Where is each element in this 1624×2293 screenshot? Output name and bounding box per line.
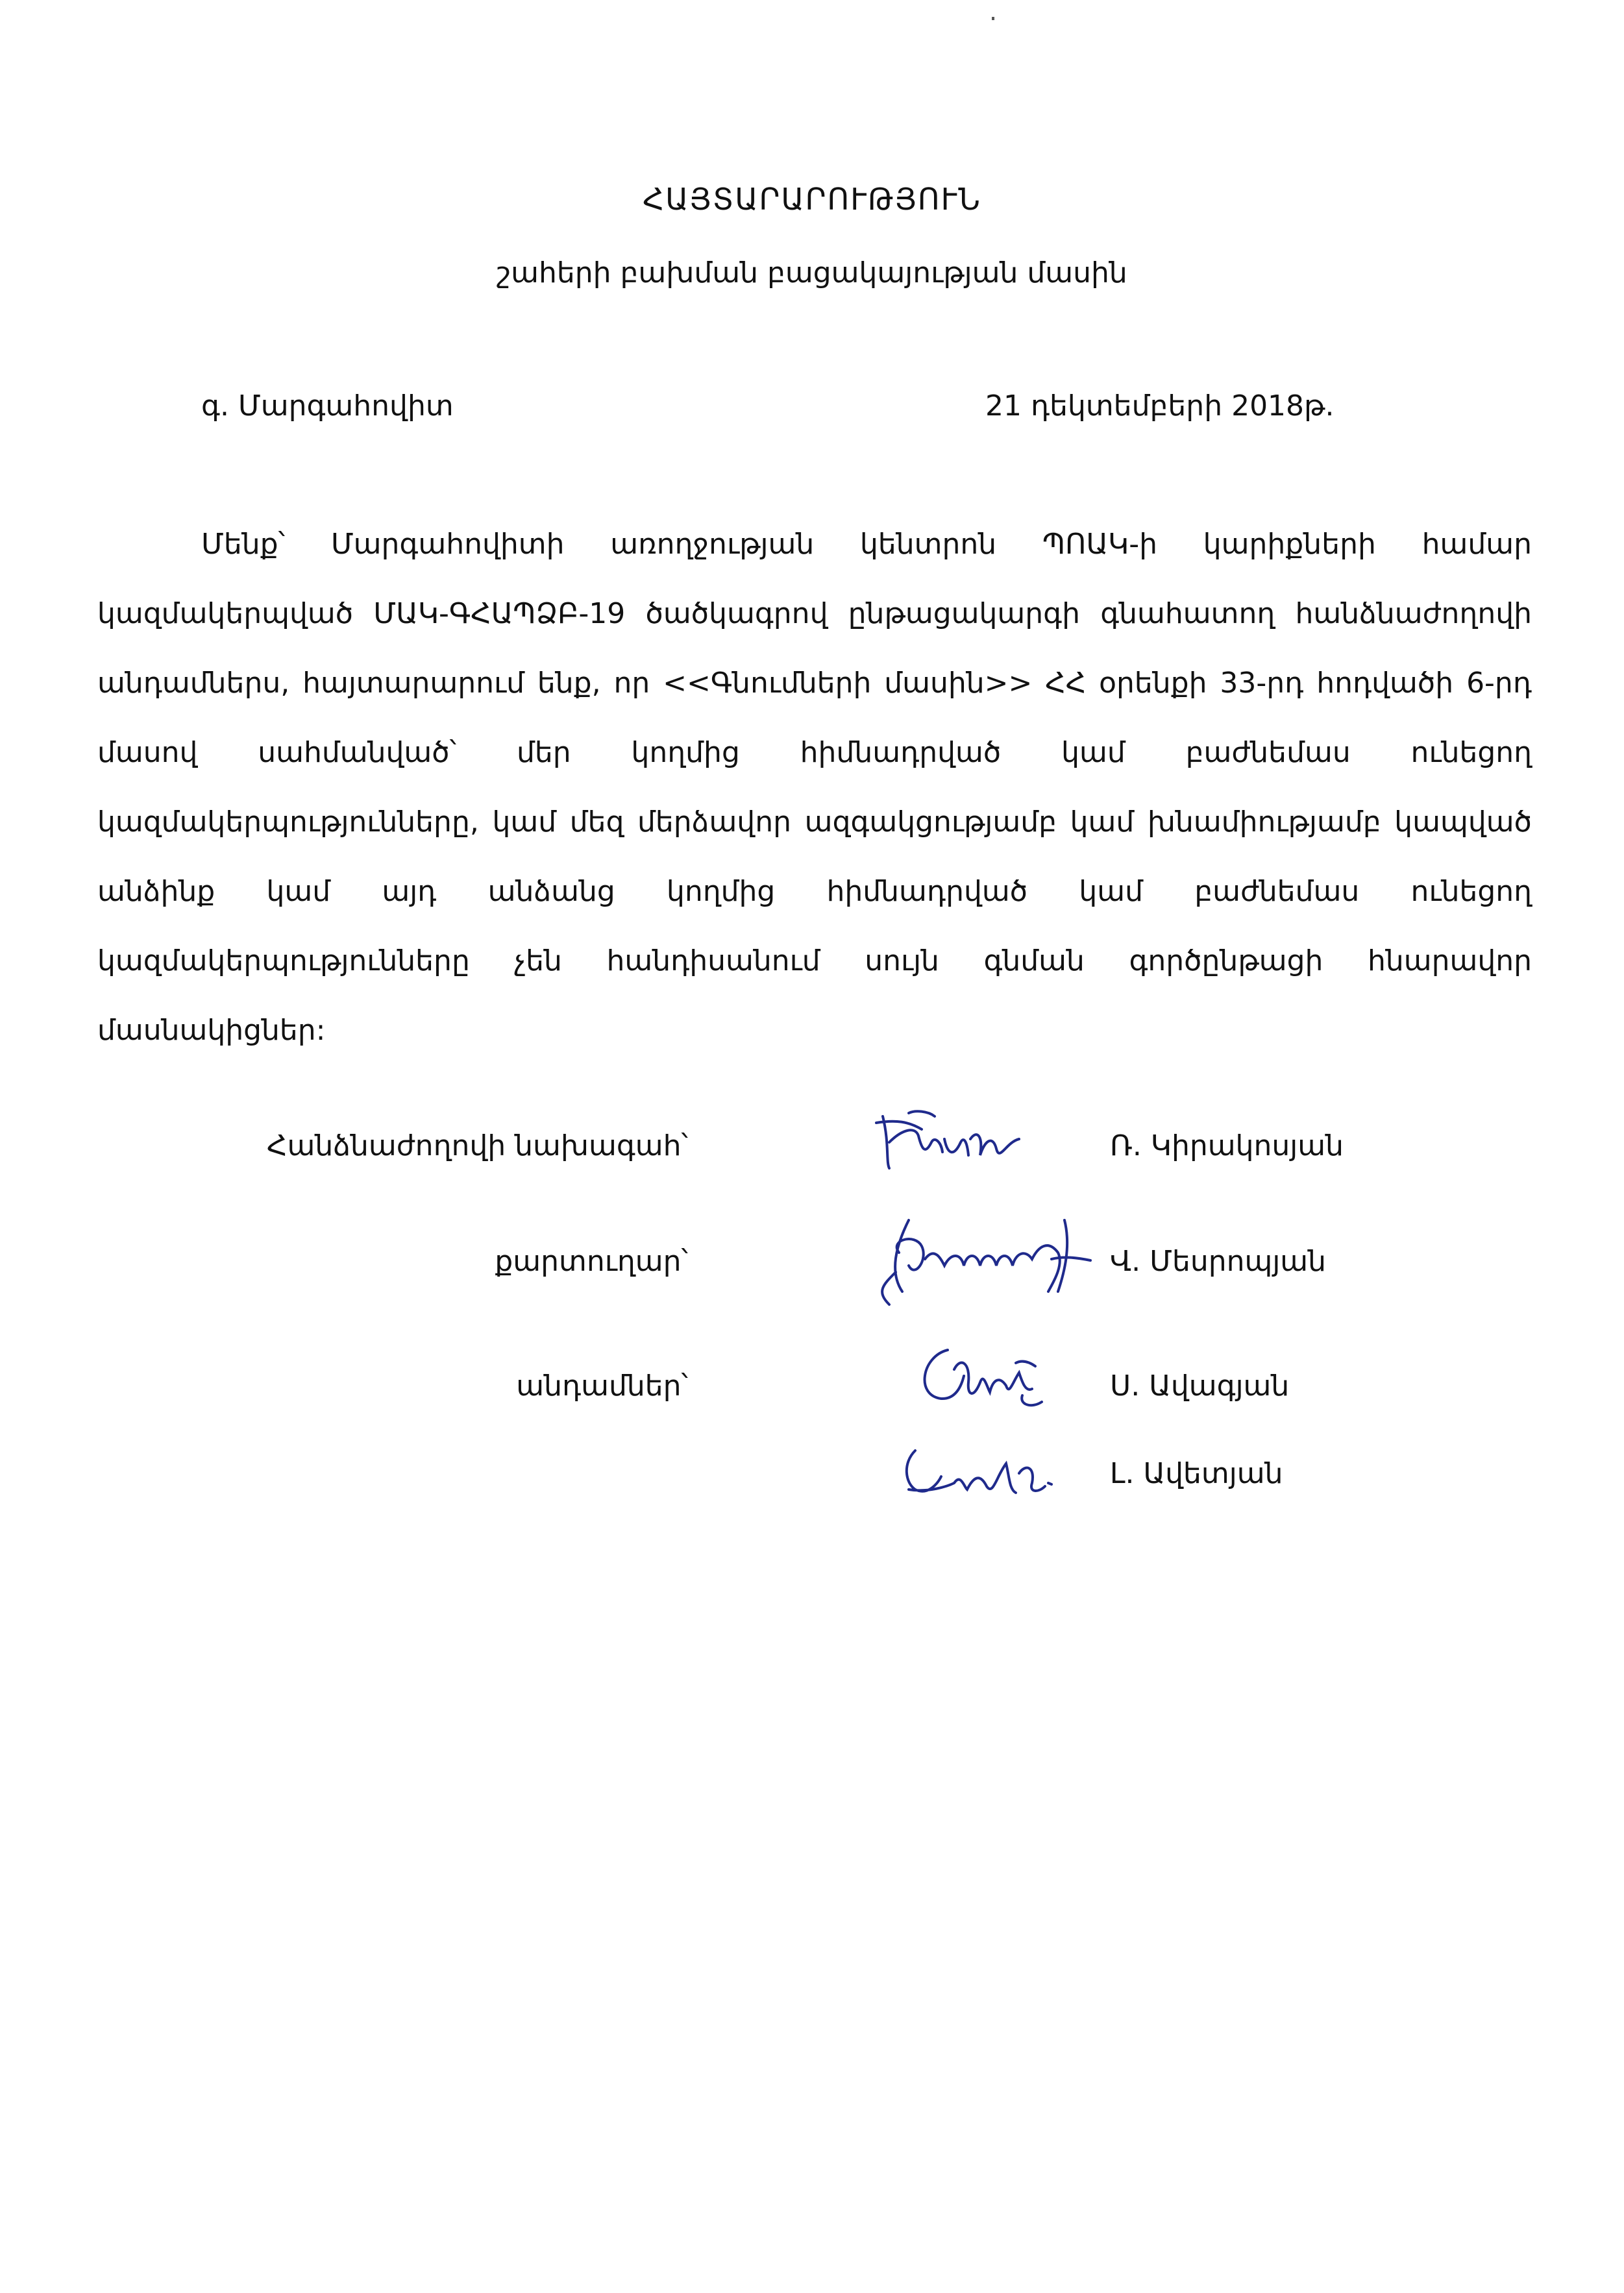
document-date: 21 դեկտեմբերի 2018թ. xyxy=(985,389,1335,423)
secretary-role-label: քարտուղար՝ xyxy=(495,1245,688,1278)
member1-signature xyxy=(909,1337,1064,1415)
chair-name: Ռ. Կիրակոսյան xyxy=(1110,1129,1344,1162)
member2-signature xyxy=(889,1438,1064,1509)
secretary-name: Վ. Մեսրոպյան xyxy=(1110,1245,1327,1278)
chair-role-label: Հանձնաժողովի նախագահ՝ xyxy=(267,1129,688,1162)
member2-name: Լ. Ավետյան xyxy=(1110,1457,1283,1490)
member1-name: Ս. Ավագյան xyxy=(1110,1369,1290,1403)
secretary-signature xyxy=(870,1194,1110,1311)
scan-speck xyxy=(992,17,994,20)
members-role-label: անդամներ՝ xyxy=(516,1369,688,1403)
document-place: գ. Մարգահովիտ xyxy=(201,389,454,423)
declaration-paragraph: Մենք՝ Մարգահովիտի առողջության կենտրոն ՊՈԱԿ-ի կարիքների համար կազմակերպված ՄԱԿ-ԳՀԱՊՁԲ-19 ծածկագրով ընթացակարգի գնահատող հանձնաժողովի անդամներս, հայտարարում ենք, որ <<Գնումների մասին>> ՀՀ օրենքի 33-րդ հոդվածի 6-րդ մասով սահմանված՝ մեր կողմից հիմնադրված կամ բաժնեմաս ունեցող կազմակերպությունները, կամ մեզ մերձավոր ազգակցությամբ կամ խնամիությամբ կապված անձինք կամ այդ անձանց կողմից հիմնադրված կամ բաժնեմաս ունեցող կազմակերպությունները չեն հանդիսանում սույն գնման գործընթացի հնարավոր մասնակիցներ: xyxy=(97,528,1532,1047)
chair-signature xyxy=(870,1103,1039,1181)
document-subtitle: շահերի բախման բացակայության մասին xyxy=(497,256,1127,289)
document-title: ՀԱՅՏԱՐԱՐՈՒԹՅՈՒՆ xyxy=(643,182,981,217)
